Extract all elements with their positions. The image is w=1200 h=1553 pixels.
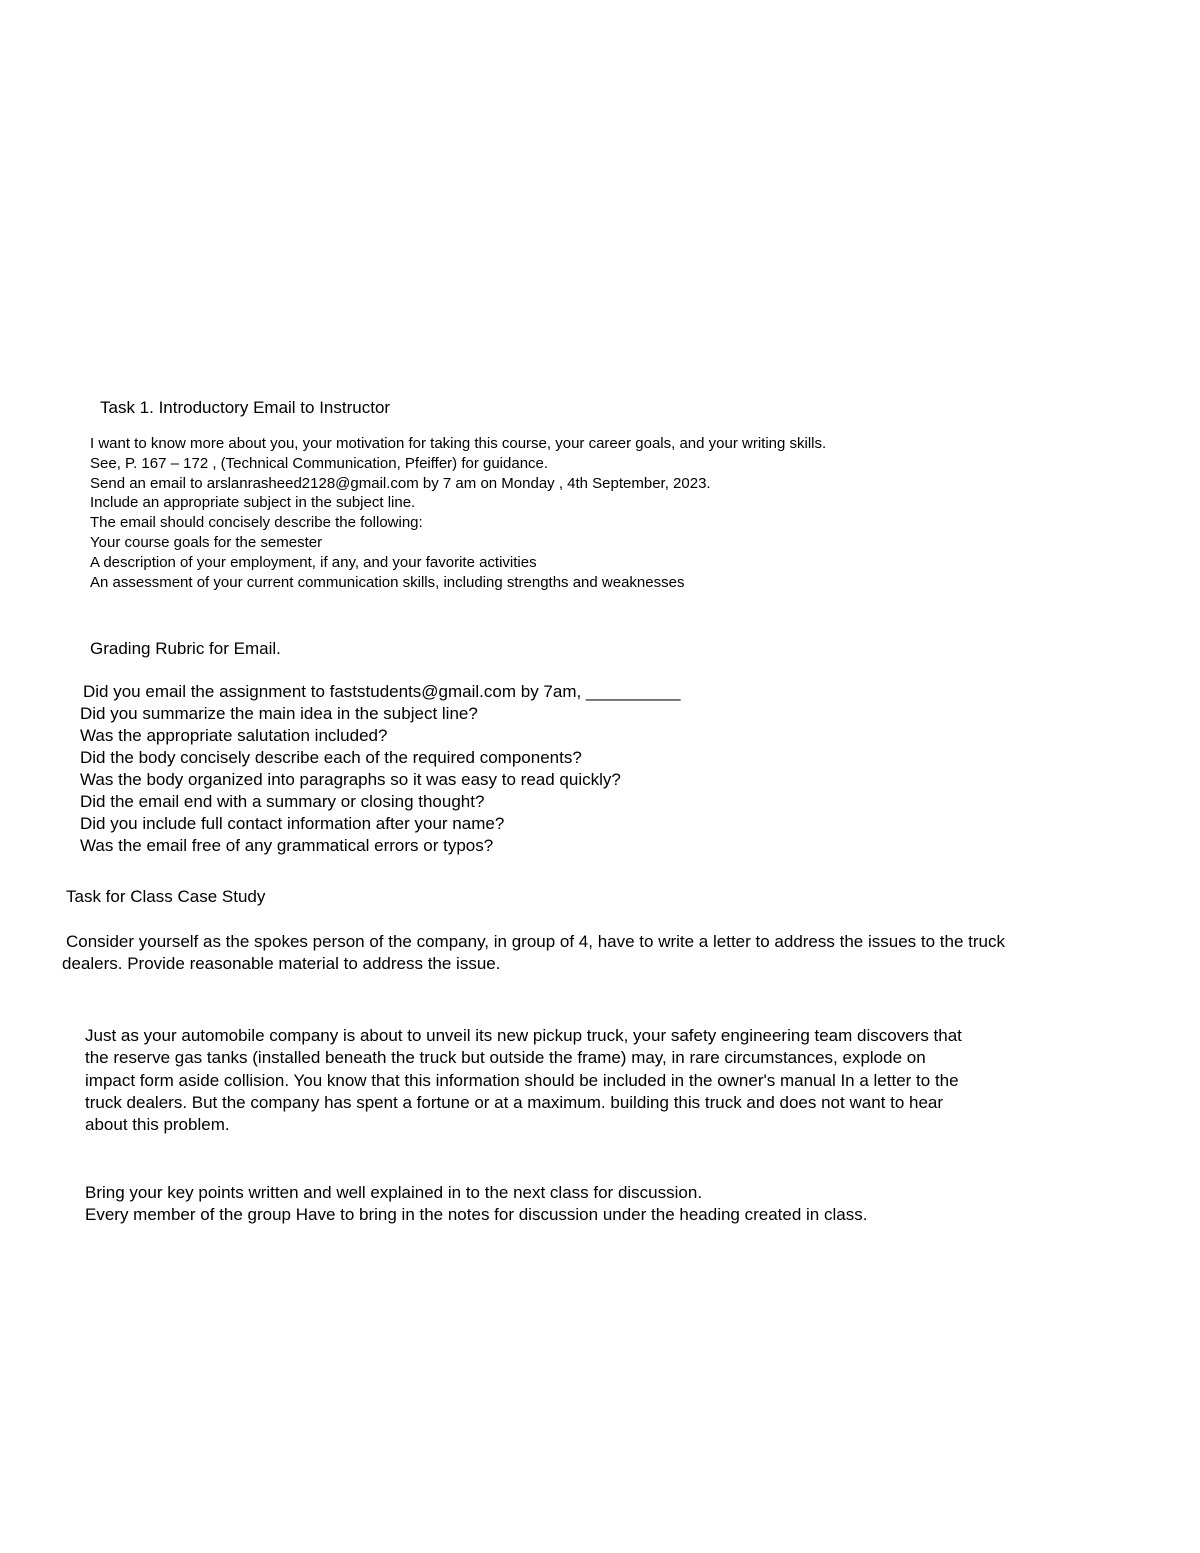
rubric-item: Did you include full contact information after your name?	[80, 814, 505, 833]
task1-line: I want to know more about you, your motivation for taking this course, your career goals, and your writing skills.	[90, 435, 827, 452]
rubric-item: Was the body organized into paragraphs so it was easy to read quickly?	[80, 770, 621, 789]
rubric-item: Did you email the assignment to faststudents@gmail.com by 7am, __________	[83, 682, 681, 701]
case-study-heading: Task for Class Case Study	[66, 887, 266, 906]
task1-line: Include an appropriate subject in the subject line.	[90, 494, 416, 512]
rubric-item: Did the body concisely describe each of the required components?	[80, 748, 582, 767]
rubric-item: Was the appropriate salutation included?	[80, 726, 388, 745]
case-study-scenario	[85, 1025, 962, 1136]
instruction-line: Bring your key points written and well explained in to the next class for discussion.	[85, 1183, 703, 1202]
rubric-list	[80, 681, 680, 857]
task1-line: An assessment of your current communication skills, including strengths and weaknesses	[90, 573, 685, 591]
case-study-intro	[62, 931, 1005, 975]
rubric-heading: Grading Rubric for Email.	[90, 639, 281, 658]
rubric-item: Did you summarize the main idea in the subject line?	[80, 704, 478, 723]
rubric-item: Was the email free of any grammatical errors or typos?	[80, 836, 494, 855]
scenario-line: truck dealers. But the company has spent a fortune or at a maximum. building this truck and does not want to hear	[85, 1092, 944, 1112]
task1-line: A description of your employment, if any, and your favorite activities	[90, 553, 537, 571]
task1-heading: Task 1. Introductory Email to Instructor	[100, 398, 391, 417]
scenario-line: impact form aside collision. You know that this information should be included in the owner's manual In a letter to the	[85, 1070, 959, 1090]
scenario-line: the reserve gas tanks (installed beneath the truck but outside the frame) may, in rare circumstances, explode on	[85, 1048, 926, 1068]
scenario-line: Just as your automobile company is about to unveil its new pickup truck, your safety engineering team discovers that	[85, 1026, 962, 1045]
case-intro-line: Consider yourself as the spokes person of the company, in group of 4, have to write a letter to address the issues to the truck	[66, 932, 1005, 951]
task1-line: Your course goals for the semester	[90, 533, 323, 551]
case-intro-line: dealers. Provide reasonable material to address the issue.	[62, 954, 501, 973]
task1-instructions	[90, 434, 826, 592]
task1-line: See, P. 167 – 172 , (Technical Communication, Pfeiffer) for guidance.	[90, 454, 549, 472]
scenario-line: about this problem.	[85, 1115, 230, 1135]
case-study-instructions	[85, 1182, 867, 1226]
instruction-line: Every member of the group Have to bring in the notes for discussion under the heading created in class.	[85, 1205, 868, 1224]
task1-line: Send an email to arslanrasheed2128@gmail.com by 7 am on Monday , 4th September, 2023.	[90, 474, 711, 492]
task1-line: The email should concisely describe the following:	[90, 514, 423, 532]
rubric-item: Did the email end with a summary or closing thought?	[80, 792, 485, 811]
